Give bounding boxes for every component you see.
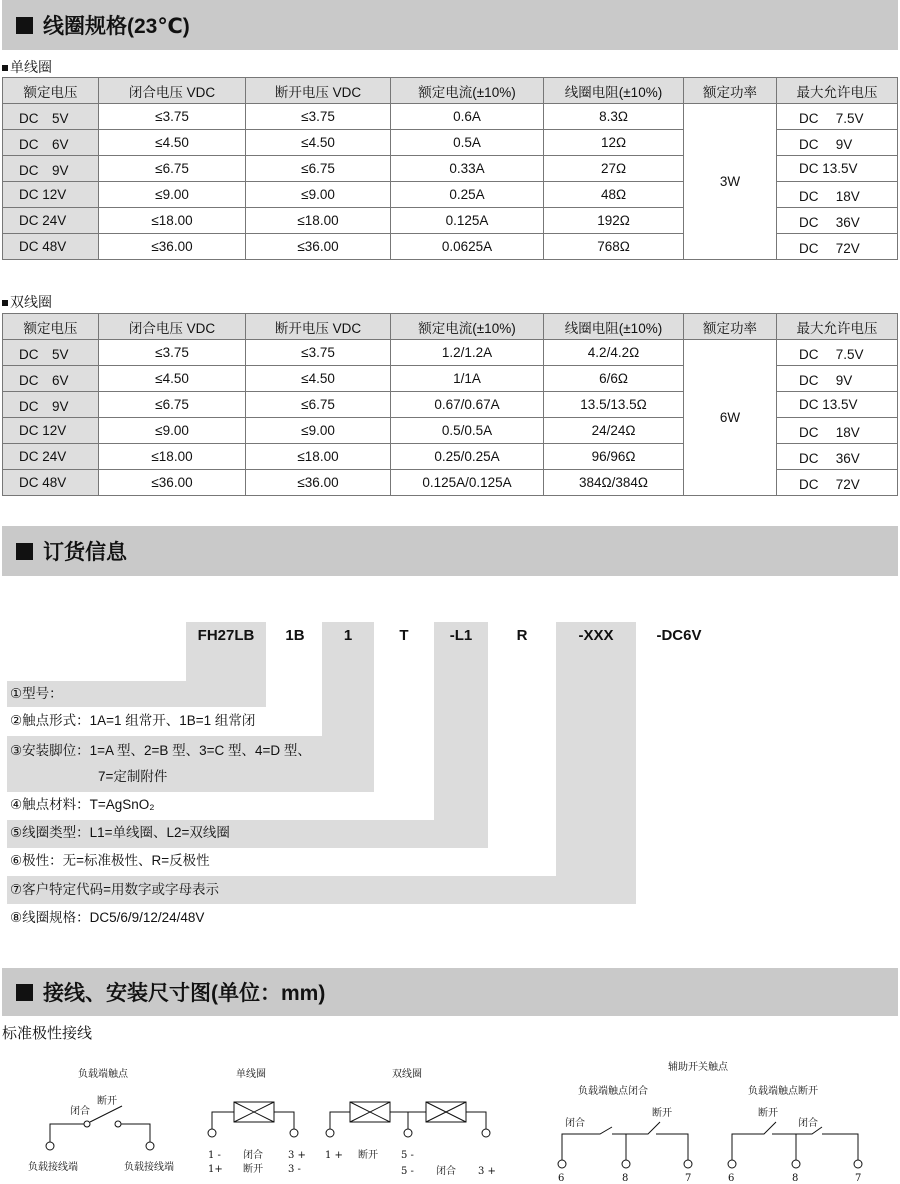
- cell-open: ≤6.75: [246, 392, 391, 418]
- cell-cur: 0.125A: [391, 208, 544, 234]
- single-coil-table: [2, 77, 898, 260]
- cell-v: DC 48V: [3, 234, 99, 260]
- cell-v: DC 48V: [3, 470, 99, 496]
- cell-close: ≤18.00: [99, 208, 246, 234]
- square-bullet-icon: [16, 17, 33, 34]
- square-bullet-icon: [16, 984, 33, 1001]
- cell-open: ≤4.50: [246, 366, 391, 392]
- cell-v: DC 24V: [3, 208, 99, 234]
- order-item-mounting: ③安装脚位：1=A 型、2=B 型、3=C 型、4=D 型、: [10, 743, 311, 758]
- cell-res: 6/6Ω: [544, 366, 684, 392]
- svg-text:8: 8: [792, 1173, 799, 1184]
- single-coil-diagram: [208, 1067, 306, 1175]
- cell-open: ≤3.75: [246, 340, 391, 366]
- order-item-coil-spec: ⑧线圈规格：DC5/6/9/12/24/48V: [10, 910, 205, 925]
- cell-v: DC 12V: [3, 418, 99, 444]
- cell-max-voltage: DC 18V: [777, 182, 898, 208]
- svg-text:6: 6: [728, 1173, 735, 1184]
- cell-close: ≤18.00: [99, 444, 246, 470]
- cell-res: 768Ω: [544, 234, 684, 260]
- wiring-diagrams: [0, 1044, 900, 1184]
- cell-v: DC 24V: [3, 444, 99, 470]
- cell-res: 8.3Ω: [544, 104, 684, 130]
- svg-text:7: 7: [855, 1173, 862, 1184]
- cell-max-voltage: DC 18V: [777, 418, 898, 444]
- load-contact-diagram: [28, 1067, 174, 1173]
- cell-close: ≤36.00: [99, 234, 246, 260]
- load-open-label: 断开: [97, 1096, 117, 1107]
- cell-close: ≤9.00: [99, 418, 246, 444]
- code-model: FH27LB: [197, 627, 255, 644]
- cell-cur: 0.125A/0.125A: [391, 470, 544, 496]
- svg-text:闭合: 闭合: [798, 1118, 818, 1129]
- svg-text:3 +: 3 +: [478, 1166, 496, 1177]
- cell-close: ≤3.75: [99, 104, 246, 130]
- cell-res: 27Ω: [544, 156, 684, 182]
- svg-text:断开: 断开: [652, 1108, 672, 1119]
- svg-text:6: 6: [558, 1173, 565, 1184]
- cell-close: ≤6.75: [99, 156, 246, 182]
- cell-cur: 0.6A: [391, 104, 544, 130]
- svg-text:负载端触点断开: 负载端触点断开: [748, 1086, 818, 1097]
- column-header: 额定电流(±10%): [391, 78, 544, 104]
- code-contact-material: T: [399, 627, 409, 644]
- cell-open: ≤9.00: [246, 182, 391, 208]
- cell-v: DC 9V: [3, 392, 99, 418]
- column-header: 额定电压: [3, 314, 99, 340]
- cell-v: DC 12V: [3, 182, 99, 208]
- section-header-ordering: [2, 526, 898, 576]
- cell-cur: 1/1A: [391, 366, 544, 392]
- cell-open: ≤18.00: [246, 208, 391, 234]
- load-close-label: 闭合: [70, 1106, 90, 1117]
- cell-res: 12Ω: [544, 130, 684, 156]
- small-square-icon: [2, 300, 8, 306]
- svg-text:1 +: 1 +: [325, 1150, 343, 1161]
- section-header-wiring: [2, 968, 898, 1016]
- column-header: 线圈电阻(±10%): [544, 314, 684, 340]
- cell-cur: 0.33A: [391, 156, 544, 182]
- column-header: 额定电压: [3, 78, 99, 104]
- load-terminal-left: 负载接线端: [28, 1162, 78, 1173]
- cell-max-voltage: DC 9V: [777, 130, 898, 156]
- code-mounting: 1: [343, 627, 353, 644]
- cell-res: 96/96Ω: [544, 444, 684, 470]
- cell-res: 48Ω: [544, 182, 684, 208]
- cell-close: ≤36.00: [99, 470, 246, 496]
- cell-power: 3W: [684, 104, 777, 260]
- order-item-contact-form: ②触点形式：1A=1 组常开、1B=1 组常闭: [10, 713, 256, 728]
- svg-text:断开: 断开: [758, 1108, 778, 1119]
- cell-open: ≤9.00: [246, 418, 391, 444]
- cell-cur: 0.5/0.5A: [391, 418, 544, 444]
- svg-text:闭合: 闭合: [565, 1118, 585, 1129]
- code-customer: -XXX: [578, 627, 614, 644]
- svg-text:5 -: 5 -: [401, 1166, 414, 1177]
- cell-max-voltage: DC 7.5V: [777, 104, 898, 130]
- column-header: 额定功率: [684, 314, 777, 340]
- order-item-customer-code: ⑦客户特定代码=用数字或字母表示: [10, 882, 219, 897]
- cell-open: ≤6.75: [246, 156, 391, 182]
- table-header-row: [3, 314, 898, 340]
- section-header-coil-spec: [2, 0, 898, 50]
- column-header: 线圈电阻(±10%): [544, 78, 684, 104]
- cell-max-voltage: DC 72V: [777, 234, 898, 260]
- order-item-polarity: ⑥极性：无=标准极性、R=反极性: [10, 853, 210, 868]
- column-header: 最大允许电压: [777, 78, 898, 104]
- aux-contact-diagram: [558, 1060, 862, 1184]
- cell-cur: 0.25/0.25A: [391, 444, 544, 470]
- cell-close: ≤6.75: [99, 392, 246, 418]
- table-header-row: [3, 78, 898, 104]
- code-column-bg: [434, 622, 488, 848]
- svg-text:3 -: 3 -: [288, 1164, 301, 1175]
- column-header: 额定电流(±10%): [391, 314, 544, 340]
- code-contact-form: 1B: [285, 627, 305, 644]
- cell-close: ≤4.50: [99, 130, 246, 156]
- cell-cur: 0.25A: [391, 182, 544, 208]
- order-item-model: ①型号：: [10, 686, 63, 701]
- cell-close: ≤4.50: [99, 366, 246, 392]
- double-coil-table: [2, 313, 898, 496]
- svg-text:5 -: 5 -: [401, 1150, 414, 1161]
- cell-max-voltage: DC 72V: [777, 470, 898, 496]
- svg-text:断开: 断开: [243, 1164, 263, 1175]
- order-item-material: ④触点材料：T=AgSnO₂: [10, 797, 155, 812]
- column-header: 最大允许电压: [777, 314, 898, 340]
- cell-open: ≤3.75: [246, 104, 391, 130]
- code-polarity: R: [516, 627, 528, 644]
- svg-text:闭合: 闭合: [436, 1166, 456, 1177]
- cell-cur: 0.0625A: [391, 234, 544, 260]
- svg-text:7: 7: [685, 1173, 692, 1184]
- cell-max-voltage: DC 9V: [777, 366, 898, 392]
- single-coil-title: 单线圈: [236, 1069, 266, 1080]
- cell-max-voltage: DC 7.5V: [777, 340, 898, 366]
- svg-text:3 +: 3 +: [288, 1150, 306, 1161]
- cell-cur: 0.5A: [391, 130, 544, 156]
- cell-open: ≤36.00: [246, 234, 391, 260]
- cell-max-voltage: DC 36V: [777, 444, 898, 470]
- svg-text:负载端触点闭合: 负载端触点闭合: [578, 1086, 648, 1097]
- load-title: 负载端触点: [78, 1069, 128, 1080]
- cell-cur: 1.2/1.2A: [391, 340, 544, 366]
- section-title: 接线、安装尺寸图(单位：mm): [43, 982, 326, 1005]
- square-bullet-icon: [16, 543, 33, 560]
- single-coil-subtitle: 单线圈: [2, 57, 52, 77]
- small-square-icon: [2, 65, 8, 71]
- double-coil-title: 双线圈: [392, 1069, 422, 1080]
- code-coil-type: -L1: [449, 627, 473, 644]
- cell-res: 384Ω/384Ω: [544, 470, 684, 496]
- column-header: 闭合电压 VDC: [99, 78, 246, 104]
- cell-close: ≤3.75: [99, 340, 246, 366]
- cell-max-voltage: DC 13.5V: [777, 156, 898, 182]
- svg-text:断开: 断开: [358, 1150, 378, 1161]
- order-item-coil-type: ⑤线圈类型：L1=单线圈、L2=双线圈: [10, 825, 230, 840]
- cell-power: 6W: [684, 340, 777, 496]
- cell-v: DC 5V: [3, 104, 99, 130]
- cell-open: ≤4.50: [246, 130, 391, 156]
- cell-res: 4.2/4.2Ω: [544, 340, 684, 366]
- section-title: 订货信息: [43, 541, 127, 564]
- cell-v: DC 9V: [3, 156, 99, 182]
- code-column-bg: [556, 622, 636, 904]
- cell-cur: 0.67/0.67A: [391, 392, 544, 418]
- cell-open: ≤18.00: [246, 444, 391, 470]
- cell-v: DC 5V: [3, 340, 99, 366]
- cell-close: ≤9.00: [99, 182, 246, 208]
- svg-text:8: 8: [622, 1173, 629, 1184]
- svg-text:1+: 1+: [208, 1164, 223, 1175]
- cell-res: 24/24Ω: [544, 418, 684, 444]
- svg-text:闭合: 闭合: [243, 1150, 263, 1161]
- cell-max-voltage: DC 36V: [777, 208, 898, 234]
- cell-res: 192Ω: [544, 208, 684, 234]
- wiring-subtitle: 标准极性接线: [2, 1025, 93, 1042]
- svg-text:1 -: 1 -: [208, 1150, 221, 1161]
- table-row: [3, 340, 898, 366]
- load-terminal-right: 负载接线端: [124, 1162, 174, 1173]
- cell-max-voltage: DC 13.5V: [777, 392, 898, 418]
- column-header: 断开电压 VDC: [246, 314, 391, 340]
- aux-title: 辅助开关触点: [668, 1062, 728, 1073]
- cell-res: 13.5/13.5Ω: [544, 392, 684, 418]
- column-header: 断开电压 VDC: [246, 78, 391, 104]
- cell-v: DC 6V: [3, 130, 99, 156]
- column-header: 额定功率: [684, 78, 777, 104]
- table-row: [3, 104, 898, 130]
- column-header: 闭合电压 VDC: [99, 314, 246, 340]
- section-title: 线圈规格(23℃): [43, 15, 190, 38]
- code-coil-spec: -DC6V: [656, 627, 702, 644]
- cell-open: ≤36.00: [246, 470, 391, 496]
- order-item-mounting-2: 7=定制附件: [98, 769, 168, 784]
- cell-v: DC 6V: [3, 366, 99, 392]
- double-coil-subtitle: 双线圈: [2, 292, 52, 312]
- double-coil-diagram: [325, 1067, 496, 1177]
